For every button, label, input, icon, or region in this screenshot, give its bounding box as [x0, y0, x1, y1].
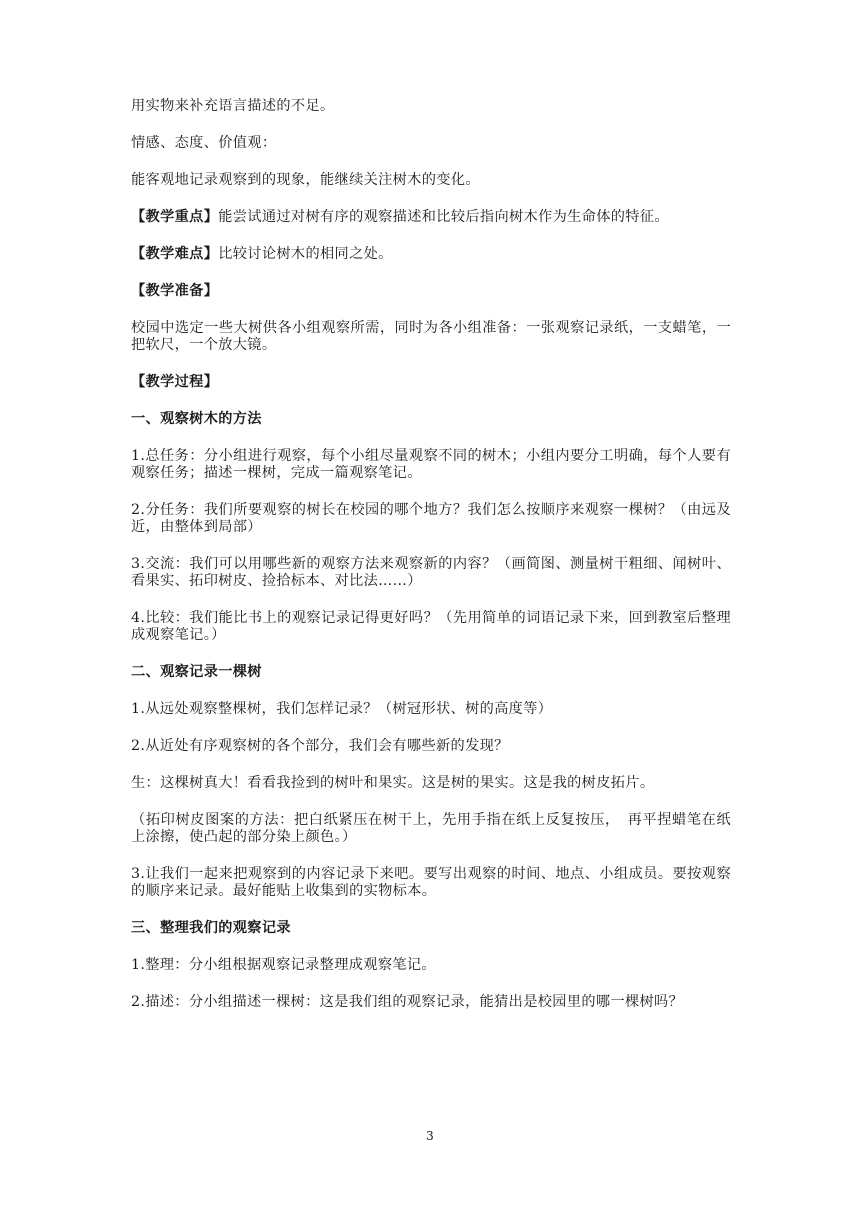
list-item: （拓印树皮图案的方法：把白纸紧压在树干上，先用手指在纸上反复按压， 再平捏蜡笔在纸上涂擦，使凸起的部分染上颜色。）: [131, 812, 731, 845]
list-item: 1.整理：分小组根据观察记录整理成观察笔记。: [131, 957, 436, 973]
page-number: 3: [426, 1129, 434, 1143]
prep-text: 校园中选定一些大树供各小组观察所需，同时为各小组准备：一张观察记录纸，一支蜡笔，一把软尺，一个放大镜。: [131, 320, 731, 353]
teaching-difficulty-label: 【教学难点】: [131, 246, 219, 262]
teaching-difficulty: [131, 246, 731, 263]
prep-heading: 【教学准备】: [131, 283, 219, 299]
list-item: 3.交流：我们可以用哪些新的观察方法来观察新的内容？（画简图、测量树干粗细、闻树叶、看果实、拓印树皮、捡拾标本、对比法……）: [131, 556, 731, 589]
section-heading: 二、观察记录一棵树: [131, 664, 262, 680]
process-heading: 【教学过程】: [131, 374, 219, 390]
list-item: 2.描述：分小组描述一棵树：这是我们组的观察记录，能猜出是校园里的哪一棵树吗？: [131, 994, 684, 1010]
teaching-focus-text: 能尝试通过对树有序的观察描述和比较后指向树木作为生命体的特征。: [218, 209, 669, 225]
section-heading: 三、整理我们的观察记录: [131, 920, 291, 936]
teaching-difficulty-text: 比较讨论树木的相同之处。: [218, 246, 393, 262]
document-body: [131, 98, 731, 1031]
section-heading: 一、观察树木的方法: [131, 411, 262, 427]
paragraph: 用实物来补充语言描述的不足。: [131, 98, 335, 114]
list-item: 生：这棵树真大！看看我捡到的树叶和果实。这是树的果实。这是我的树皮拓片。: [131, 775, 655, 791]
list-item: 3.让我们一起来把观察到的内容记录下来吧。要写出观察的时间、地点、小组成员。要按观察的顺序来记录。最好能贴上收集到的实物标本。: [131, 866, 731, 899]
list-item: 1.总任务：分小组进行观察，每个小组尽量观察不同的树木；小组内要分工明确，每个人要有观察任务；描述一棵树，完成一篇观察笔记。: [131, 448, 731, 481]
list-item: 1.从远处观察整棵树，我们怎样记录？（树冠形状、树的高度等）: [131, 701, 553, 717]
paragraph-label: 情感、态度、价值观：: [131, 135, 277, 151]
teaching-focus-label: 【教学重点】: [131, 209, 219, 225]
list-item: 2.分任务：我们所要观察的树长在校园的哪个地方？我们怎么按顺序来观察一棵树？（由远及近，由整体到局部）: [131, 502, 731, 535]
teaching-focus: [131, 209, 731, 226]
list-item: 2.从近处有序观察树的各个部分，我们会有哪些新的发现？: [131, 738, 509, 754]
paragraph: 能客观地记录观察到的现象，能继续关注树木的变化。: [131, 172, 480, 188]
list-item: 4.比较：我们能比书上的观察记录记得更好吗？（先用简单的词语记录下来，回到教室后整理成观察笔记。）: [131, 610, 731, 643]
